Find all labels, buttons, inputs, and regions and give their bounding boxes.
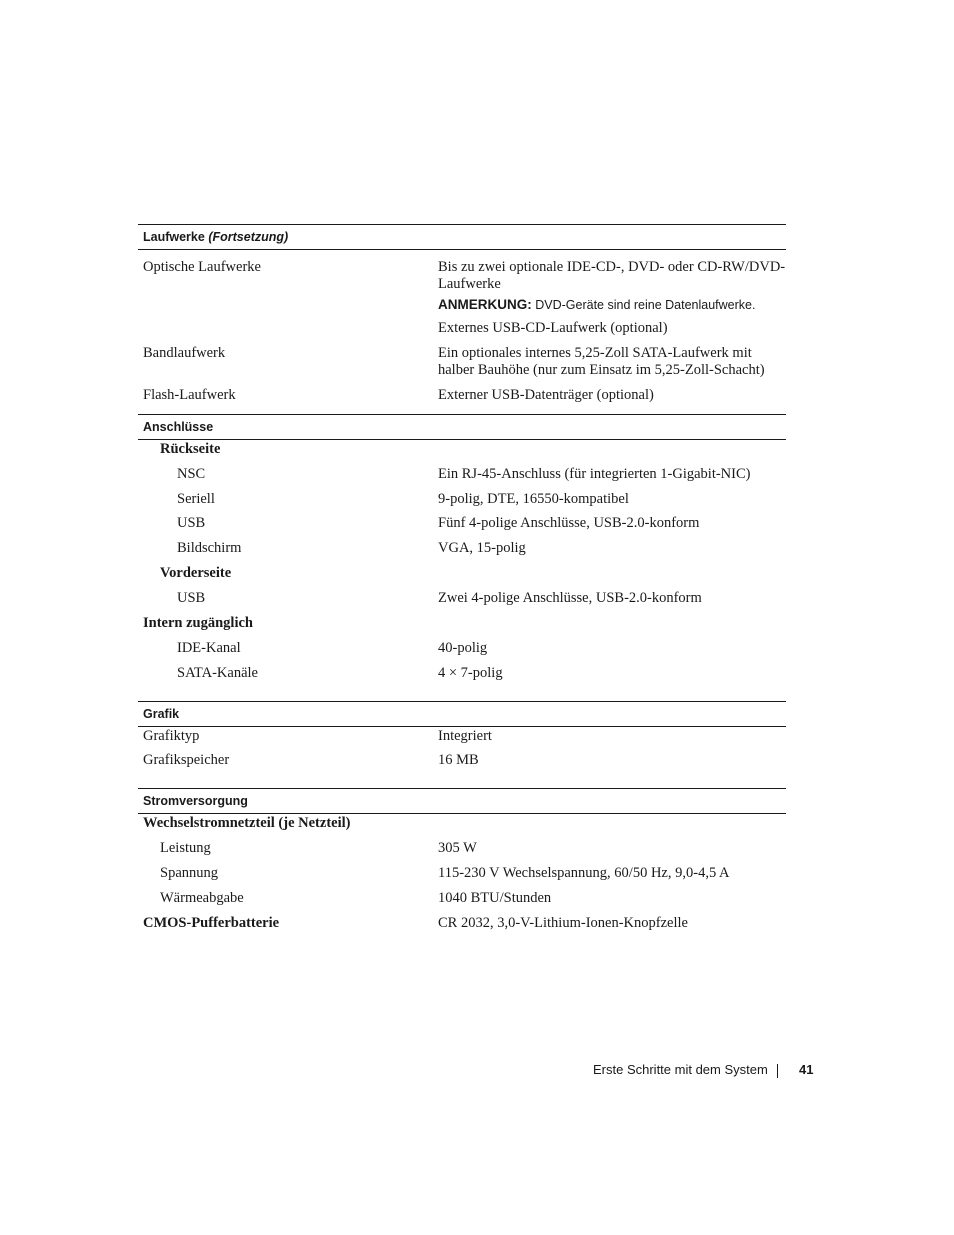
spec-value: Zwei 4-polige Anschlüsse, USB-2.0-konform [438,590,702,606]
spec-label: Wärmeabgabe [160,890,244,906]
note-label: ANMERKUNG: [438,297,532,312]
section-grafik [138,701,786,768]
spec-label: Flash-Laufwerk [143,387,236,403]
spec-label: USB [177,515,206,531]
section-title: Laufwerke [143,230,205,244]
note-text: DVD-Geräte sind reine Datenlaufwerke. [535,298,756,312]
spec-label: Wechselstromnetzteil (je Netzteil) [143,815,351,831]
section-anschluesse [138,414,786,681]
spec-label: Spannung [160,865,218,881]
spec-value: Ein optionales internes 5,25-Zoll SATA-Laufwerk mit halber Bauhöhe (nur zum Einsatz im 5,25-Zoll-Schacht) [438,345,765,378]
page-number: 41 [799,1062,814,1077]
spec-value-extra: Externes USB-CD-Laufwerk (optional) [438,320,668,336]
section-header [138,224,786,250]
spec-label: USB [177,590,206,606]
spec-value: 40-polig [438,640,488,656]
spec-value: Integriert [438,728,492,744]
section-title: Grafik [143,707,180,721]
spec-label: SATA-Kanäle [177,665,258,681]
spec-value: Bis zu zwei optionale IDE-CD-, DVD- oder CD-RW/DVD-Laufwerke [438,259,786,292]
spec-label: Optische Laufwerke [143,259,261,275]
spec-label: Leistung [160,840,211,856]
spec-value: VGA, 15-polig [438,540,526,556]
spec-label: Bandlaufwerk [143,345,226,361]
spec-value: 4 × 7-polig [438,665,503,681]
section-title-suffix: (Fortsetzung) [208,230,289,244]
spec-label: Intern zugänglich [143,615,253,631]
spec-value: Ein RJ-45-Anschluss (für integrierten 1-Gigabit-NIC) [438,466,751,482]
section-header [138,414,786,440]
spec-value: 305 W [438,840,477,856]
spec-value: Fünf 4-polige Anschlüsse, USB-2.0-konform [438,515,700,531]
section-title: Stromversorgung [143,794,248,808]
spec-label: Bildschirm [177,540,242,556]
spec-value: 16 MB [438,752,479,768]
spec-label: Rückseite [160,441,221,457]
spec-label: NSC [177,466,206,482]
spec-label: Grafikspeicher [143,752,230,768]
section-title: Anschlüsse [143,420,214,434]
spec-label: Vorderseite [160,565,232,581]
footer-separator [777,1064,778,1078]
footer-title: Erste Schritte mit dem System [593,1062,768,1077]
spec-value: CR 2032, 3,0-V-Lithium-Ionen-Knopfzelle [438,915,688,931]
spec-value: 115-230 V Wechselspannung, 60/50 Hz, 9,0-4,5 A [438,865,730,881]
note [438,296,786,314]
section-header [138,788,786,814]
spec-value: 1040 BTU/Stunden [438,890,552,906]
section-laufwerke [138,224,786,403]
spec-label: Seriell [177,491,215,507]
spec-label: Grafiktyp [143,728,200,744]
spec-label: CMOS-Pufferbatterie [143,915,280,931]
section-stromversorgung [138,788,786,931]
spec-value: 9-polig, DTE, 16550-kompatibel [438,491,629,507]
spec-value: Externer USB-Datenträger (optional) [438,387,654,403]
section-header [138,701,786,727]
spec-label: IDE-Kanal [177,640,241,656]
